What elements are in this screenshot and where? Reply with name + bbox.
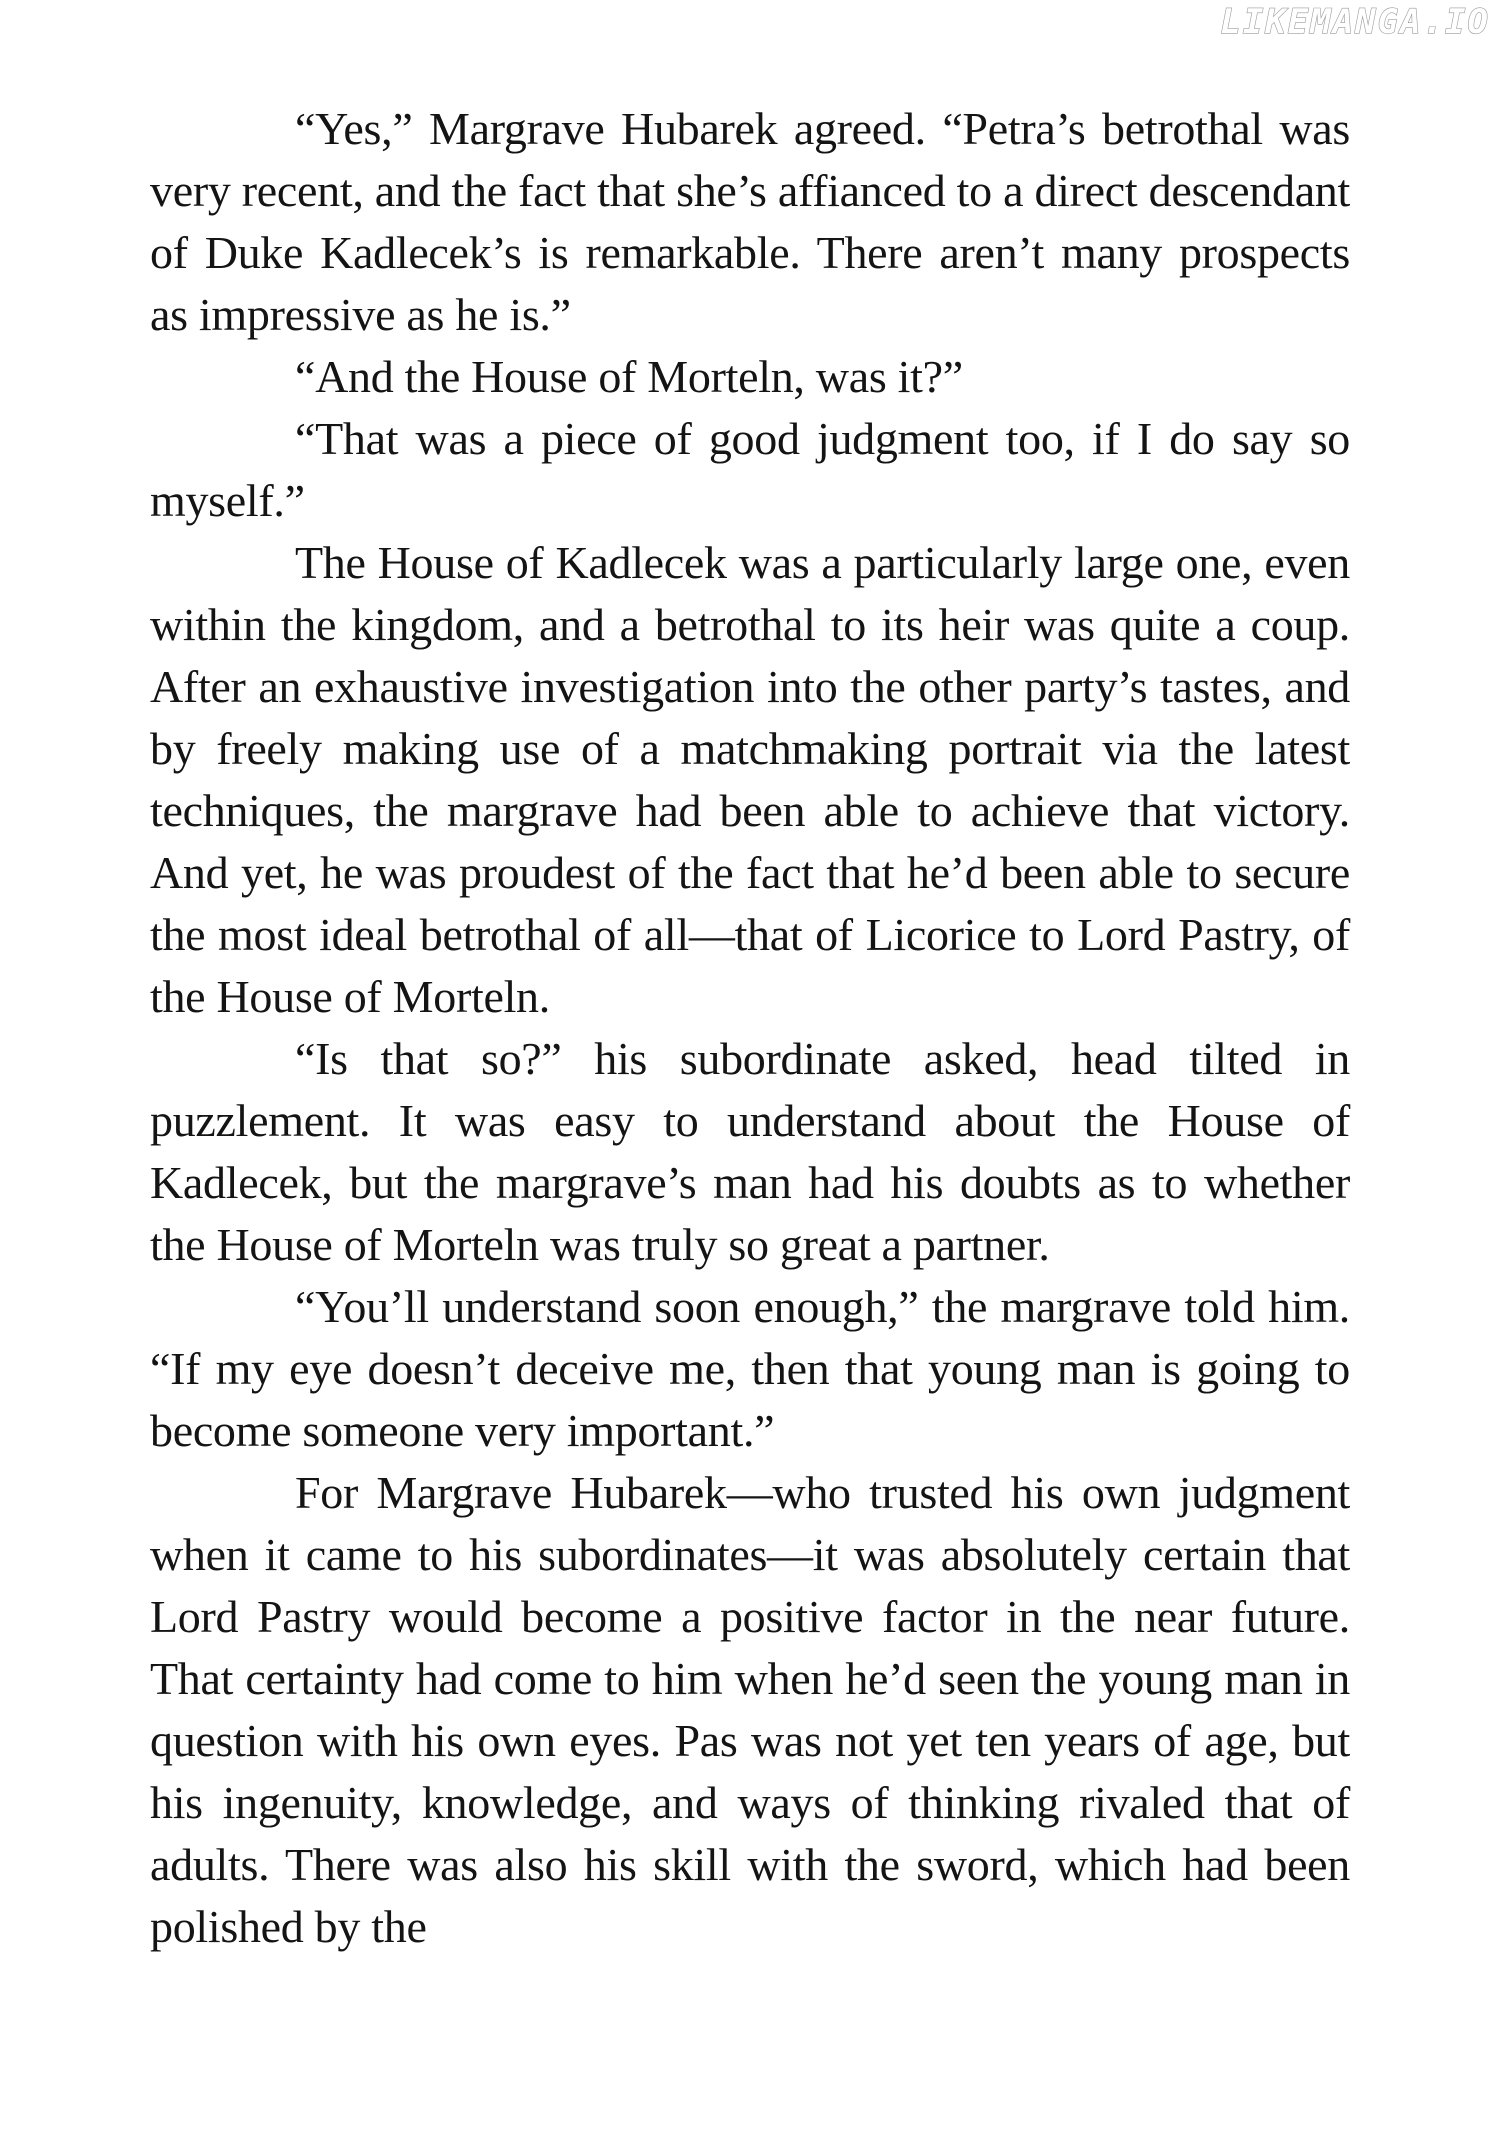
paragraph: “That was a piece of good judgment too, if I do say so myself.” <box>150 413 1350 526</box>
paragraph: “You’ll understand soon enough,” the margrave told him. “If my eye doesn’t deceive me, then that young man is going to become someone very important.” <box>150 1281 1350 1456</box>
paragraph: The House of Kadlecek was a particularly large one, even within the kingdom, and a betrothal to its heir was quite a coup. After an exhaustive investigation into the other party’s tastes, and by freely making use of a matchmaking portrait via the latest techniques, the margrave had been able to achieve that victory. And yet, he was proudest of the fact that he’d been able to secure the most ideal betrothal of all—that of Licorice to Lord Pastry, of the House of Morteln. <box>150 537 1350 1022</box>
paragraph: “Yes,” Margrave Hubarek agreed. “Petra’s betrothal was very recent, and the fact that she’s affianced to a direct descendant of Duke Kadlecek’s is remarkable. There aren’t many prospects as impressive as he is.” <box>150 103 1350 340</box>
paragraph: For Margrave Hubarek—who trusted his own judgment when it came to his subordinates—it was absolutely certain that Lord Pastry would become a positive factor in the near future. That certainty had come to him when he’d seen the young man in question with his own eyes. Pas was not yet ten years of age, but his ingenuity, knowledge, and ways of thinking rivaled that of adults. There was also his skill with the sword, which had been polished by the <box>150 1467 1350 1952</box>
body-text <box>150 98 1350 1958</box>
paragraph: “And the House of Morteln, was it?” <box>295 351 963 402</box>
paragraph: “Is that so?” his subordinate asked, head tilted in puzzlement. It was easy to understand about the House of Kadlecek, but the margrave’s man had his doubts as to whether the House of Morteln was truly so great a partner. <box>150 1033 1350 1270</box>
site-watermark: LIKEMANGA.IO <box>1220 2 1490 42</box>
